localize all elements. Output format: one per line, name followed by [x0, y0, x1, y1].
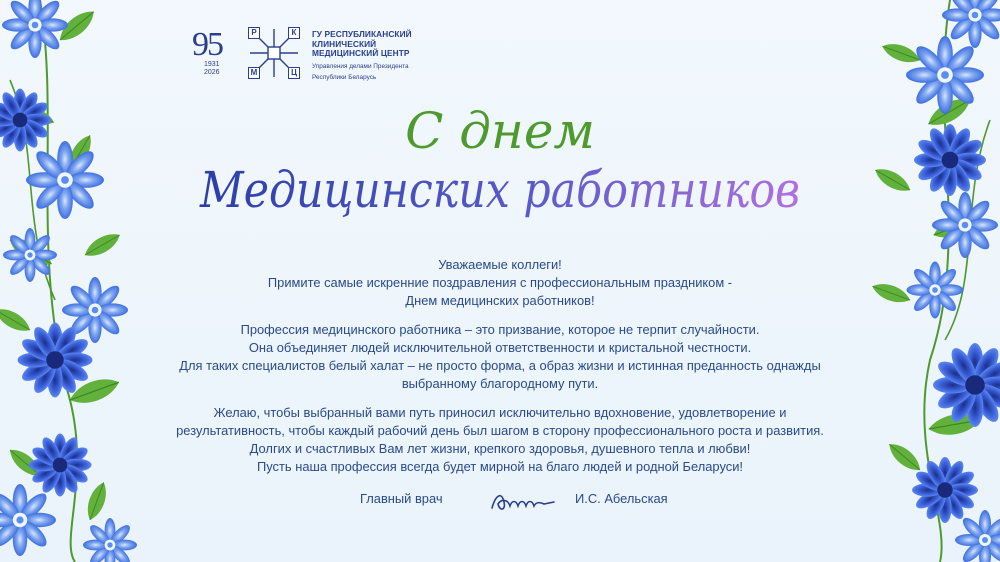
wishes-line-2: результативность, чтобы каждый рабочий день был шагом в сторону профессионального роста и развития.	[176, 423, 824, 438]
handwritten-signature	[488, 486, 558, 516]
dept-line-2: Республики Беларусь	[312, 74, 377, 81]
signature-block	[0, 482, 1000, 522]
profession-line-2: Она объединяет людей исключительной ответственности и кристальной честности.	[248, 340, 752, 355]
wishes-paragraph	[150, 404, 850, 476]
greeting-line-1: Уважаемые коллеги!	[438, 257, 562, 272]
profession-line-1: Профессия медицинского работника – это призвание, которое не терпит случайности.	[240, 322, 760, 337]
organization-name	[312, 30, 512, 82]
signatory-role: Главный врач	[360, 491, 443, 506]
left-floral-border	[0, 0, 150, 562]
wishes-line-1: Желаю, чтобы выбранный вами путь приносил исключительно вдохновение, удовлетворение и	[213, 405, 787, 420]
year-end: 2026	[204, 69, 220, 76]
org-line-3: МЕДИЦИНСКИЙ ЦЕНТР	[312, 48, 410, 58]
dept-line-1: Управления делами Президента	[312, 62, 409, 70]
title-line-1: С днем	[405, 102, 595, 160]
year-start: 1931	[204, 61, 220, 68]
rkmc-emblem	[248, 27, 300, 79]
card-title	[0, 92, 1000, 232]
greeting-line-2: Примите самые искренние поздравления с профессиональным праздником -	[267, 275, 733, 290]
greeting-line-3: Днем медицинских работников!	[405, 293, 595, 308]
emblem-letter-r: Р	[248, 27, 260, 39]
emblem-letter-k: К	[288, 27, 300, 39]
org-line-2: КЛИНИЧЕСКИЙ	[312, 38, 377, 49]
profession-line-3: Для таких специалистов белый халат – не просто форма, а образ жизни и истинная преданность однажды	[179, 358, 821, 373]
title-line-2: Медицинских работников	[199, 161, 800, 219]
org-line-1: ГУ РЕСПУБЛИКАНСКИЙ	[312, 29, 412, 39]
anniversary-years	[204, 61, 220, 77]
greeting-paragraph	[150, 256, 850, 310]
organization-logo	[190, 27, 510, 79]
profession-paragraph	[150, 321, 850, 393]
right-floral-border	[850, 0, 1000, 562]
anniversary-number: 95	[192, 26, 222, 63]
wishes-line-4: Пусть наша профессия всегда будет мирной на благо людей и родной Беларуси!	[256, 459, 743, 474]
greeting-message	[150, 256, 850, 487]
wishes-line-3: Долгих и счастливых Вам лет жизни, крепкого здоровья, душевного тепла и любви!	[249, 441, 751, 456]
anniversary-mark	[190, 27, 234, 79]
signatory-name: И.С. Абельская	[575, 491, 668, 506]
emblem-letter-m: М	[248, 67, 260, 79]
emblem-letter-ts: Ц	[288, 67, 300, 79]
profession-line-4: выбранному благородному пути.	[401, 376, 599, 391]
